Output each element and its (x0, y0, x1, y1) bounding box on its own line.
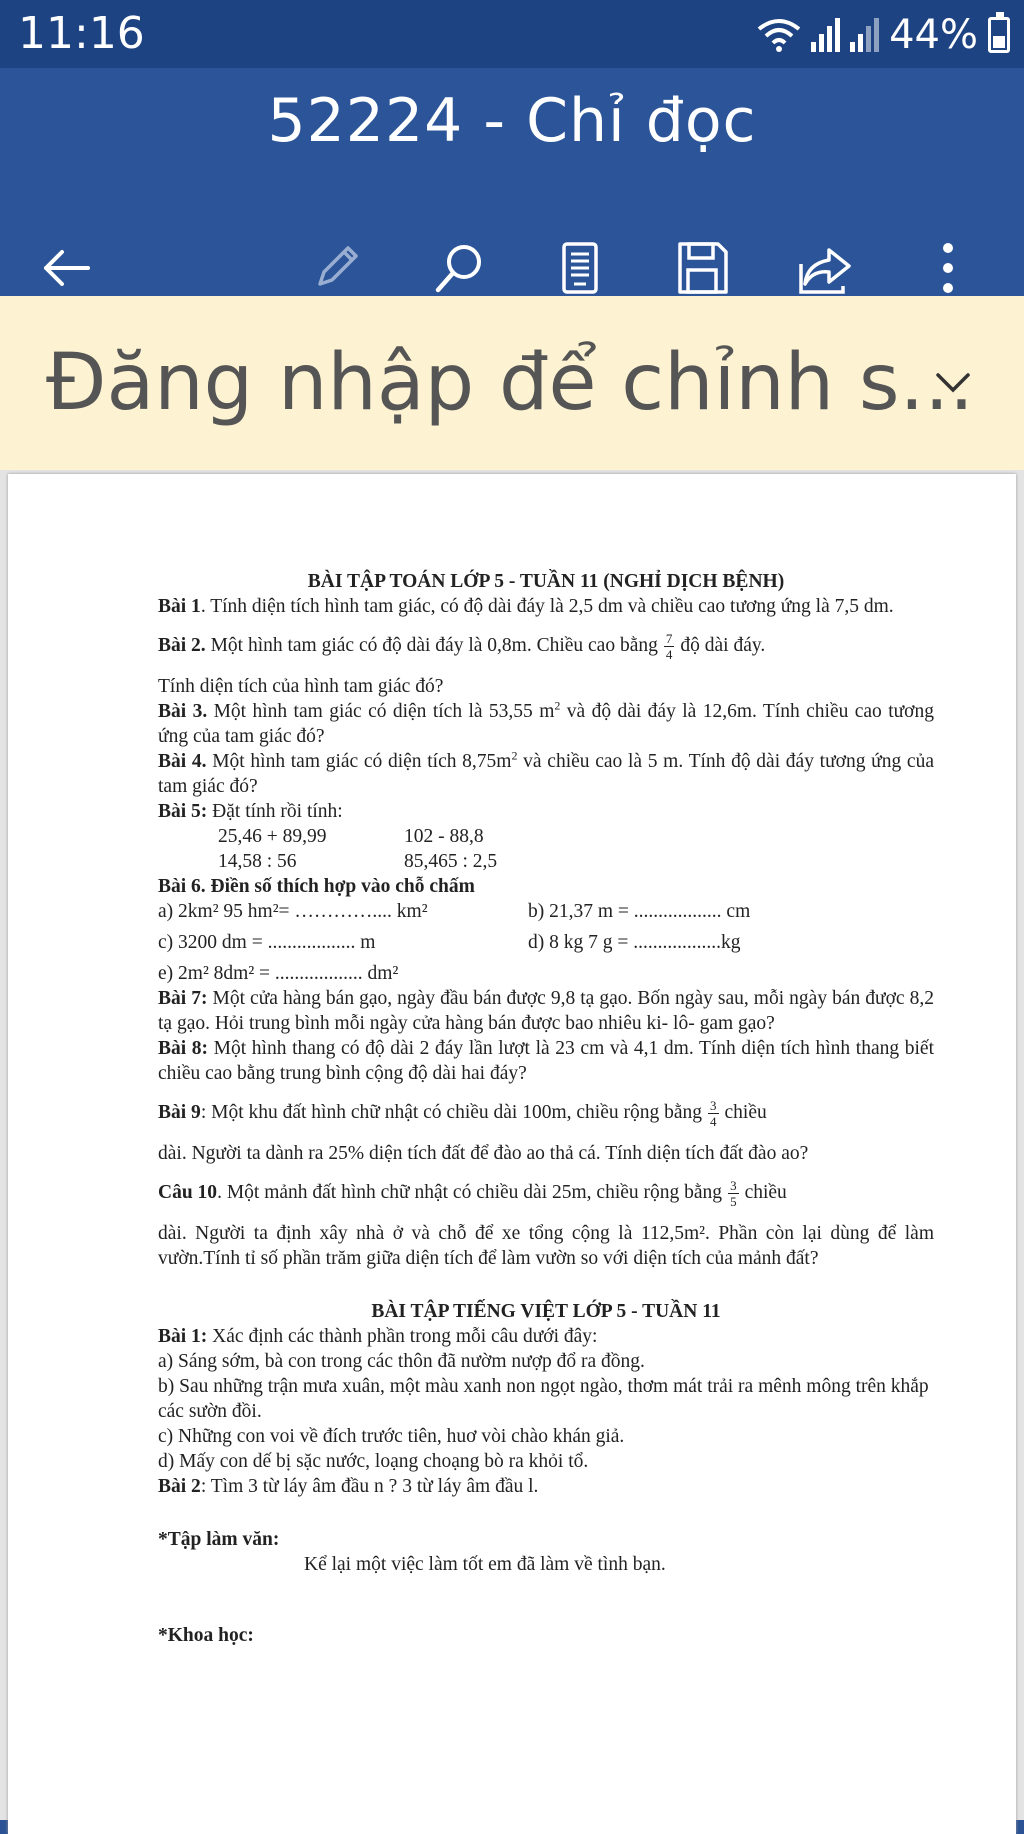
viet-item-a: a) Sáng sớm, bà con trong các thôn đã nườm nượp đổ ra đồng. (158, 1351, 645, 1372)
fill-row: e) 2m² 8dm² = .................. dm² (158, 963, 399, 984)
exercise-5: Bài 5: Đặt tính rồi tính: (158, 801, 343, 822)
exercise-4: Bài 4. Một hình tam giác có diện tích $8,75m^2$ và chiều cao là 5 m. Tính độ dài đáy tương ứng của tam giác đó? (158, 748, 934, 797)
fraction: $\frac{7}{4}$ (665, 631, 673, 662)
exercise-2-question: Tính diện tích của hình tam giác đó? (158, 676, 444, 697)
exercise-6: Bài 6. Điền số thích hợp vào chỗ chấm (158, 876, 475, 897)
battery-percent: 44% (889, 12, 978, 58)
math-heading: BÀI TẬP TOÁN LỚP 5 - TUẦN 11 (NGHỈ DỊCH BỆNH) (307, 571, 785, 592)
signal-icon-2 (850, 18, 879, 52)
pencil-icon (306, 238, 366, 298)
science-label: *Khoa học: (158, 1625, 254, 1646)
viet-exercise-1: Bài 1: Xác định các thành phần trong mỗi câu dưới đây: (158, 1326, 598, 1347)
document-viewer[interactable] (0, 470, 1024, 1820)
exercise-10-continued: dài. Người ta định xây nhà ở và chỗ để xe tổng cộng là 112,5m². Phần còn lại dùng để làm vườn.Tính tỉ số phần trăm giữa diện tích để làm vườn so với diện tích của mảnh đất? (158, 1223, 934, 1269)
document-content (158, 569, 934, 1648)
document-title: 52224 - Chỉ đọc (267, 86, 757, 156)
writing-label: *Tập làm văn: (158, 1529, 280, 1550)
fraction: $\frac{3}{5}$ (730, 1178, 737, 1209)
more-options-icon (918, 238, 978, 298)
wifi-icon (757, 17, 801, 53)
exercise-9-continued: dài. Người ta dành ra 25% diện tích đất để đào ao thả cá. Tính diện tích đất đào ao? (158, 1143, 809, 1164)
sign-in-banner-text: Đăng nhập để chỉnh s... (46, 338, 974, 428)
exercise-7: Bài 7: Một cửa hàng bán gạo, ngày đầu bán được 9,8 tạ gạo. Bốn ngày sau, mỗi ngày bán được 8,2 tạ gạo. Hỏi trung bình mỗi ngày cửa hàng bán được bao nhiêu ki- lô- gam gạo? (158, 988, 935, 1034)
exercise-10: Câu 10. Một mảnh đất hình chữ nhật có chiều dài 25m, chiều rộng bằng $\frac{3}{5}$ chiều (158, 1178, 787, 1209)
chevron-down-icon[interactable] (928, 358, 978, 408)
battery-icon (988, 17, 1010, 53)
viet-item-b: b) Sau những trận mưa xuân, một màu xanh non ngọt ngào, thơm mát trải ra mênh mông trên khắp các sườn đồi. (158, 1376, 929, 1422)
calc-row: 25,46 + 89,99 102 - 88,8 (218, 826, 484, 847)
sign-in-banner[interactable] (0, 296, 1024, 472)
status-time: 11:16 (18, 8, 145, 59)
status-indicators (757, 10, 1010, 60)
viet-item-d: d) Mấy con dế bị sặc nước, loạng choạng bò ra khỏi tổ. (158, 1451, 589, 1472)
fraction: $\frac{3}{4}$ (710, 1098, 717, 1129)
exercise-2: Bài 2. Một hình tam giác có độ dài đáy là 0,8m. Chiều cao bằng $\frac{7}{4}$ độ dài đáy. (158, 631, 766, 662)
exercise-1: Bài 1. Tính diện tích hình tam giác, có độ dài đáy là 2,5 dm và chiều cao tương ứng là 7,5 dm. (158, 596, 894, 617)
back-arrow-icon (36, 238, 96, 298)
signal-icon (811, 18, 840, 52)
calc-row: 14,58 : 56 85,465 : 2,5 (218, 851, 498, 872)
exercise-9: Bài 9: Một khu đất hình chữ nhật có chiều dài 100m, chiều rộng bằng $\frac{3}{4}$ chiều (158, 1098, 767, 1129)
search-icon (430, 238, 490, 298)
share-icon (795, 238, 855, 298)
fill-row: c) 3200 dm = .................. m d) 8 kg 7 g = ..................kg (158, 932, 741, 953)
app-bar (0, 68, 1024, 296)
fill-row: a) 2km² 95 hm²= ………….... km² b) 21,37 m = .................. cm (158, 901, 751, 922)
exercise-8: Bài 8: Một hình thang có độ dài 2 đáy lần lượt là 23 cm và 4,1 dm. Tính diện tích hình thang biết chiều cao bằng trung bình cộng độ dài hai đáy? (158, 1038, 934, 1084)
viet-exercise-2: Bài 2: Tìm 3 từ láy âm đầu n ? 3 từ láy âm đầu l. (158, 1476, 539, 1497)
vietnamese-heading: BÀI TẬP TIẾNG VIỆT LỚP 5 - TUẦN 11 (371, 1301, 721, 1322)
status-bar (0, 0, 1024, 68)
viet-item-c: c) Những con voi về đích trước tiên, huơ vòi chào khán giả. (158, 1426, 625, 1447)
reading-view-icon (550, 238, 610, 298)
writing-task: Kể lại một việc làm tốt em đã làm về tình bạn. (304, 1554, 666, 1575)
document-page (8, 474, 1016, 1834)
exercise-3: Bài 3. Một hình tam giác có diện tích là 53,55 $m^2$ và độ dài đáy là 12,6m. Tính chiều cao tương ứng của tam giác đó? (158, 698, 934, 747)
save-icon (672, 238, 732, 298)
